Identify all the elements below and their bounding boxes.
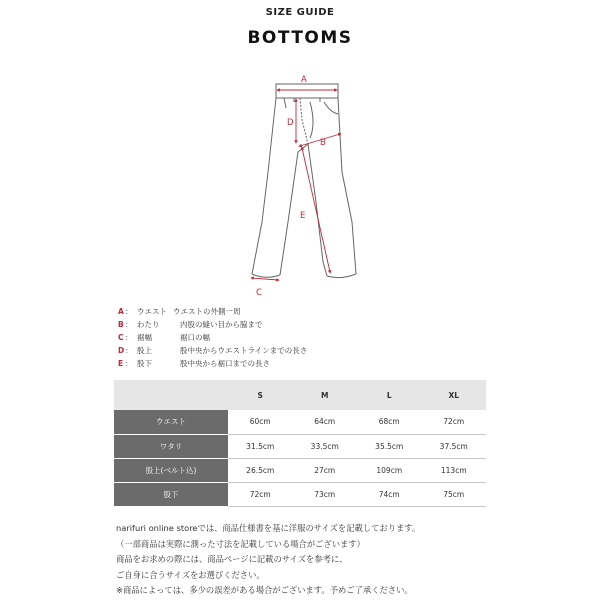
table-cell: 26.5cm <box>228 458 293 482</box>
label-a: A <box>301 75 307 85</box>
table-cell: 68cm <box>357 410 422 434</box>
note-line: ※商品によっては、多少の誤差がある場合がございます。予めご了承ください。 <box>116 585 413 596</box>
table-cell: 72cm <box>422 410 487 434</box>
table-cell: 31.5cm <box>228 434 293 458</box>
table-header-row <box>114 380 486 410</box>
table-cell: 37.5cm <box>422 434 487 458</box>
legend-key: B <box>118 320 124 329</box>
table-cell: 74cm <box>357 482 422 506</box>
page-title: BOTTOMS <box>247 28 353 48</box>
legend-desc: ウエストの外側一周 <box>173 307 241 316</box>
table-cell: 27cm <box>293 458 358 482</box>
column-header-xl: XL <box>422 380 487 410</box>
table-cell: 73cm <box>293 482 358 506</box>
legend-name: わたり <box>137 320 160 329</box>
pants-diagram <box>230 62 380 302</box>
table-cell: 33.5cm <box>293 434 358 458</box>
size-table <box>114 380 486 507</box>
size-guide-kicker: SIZE GUIDE <box>265 7 335 18</box>
table-row <box>114 482 486 506</box>
table-cell: 72cm <box>228 482 293 506</box>
pants-outline <box>252 84 356 278</box>
legend-key: A <box>118 307 124 316</box>
legend-key: D <box>118 346 125 355</box>
row-label: 股上(ベルト込) <box>114 458 228 482</box>
legend-name: 股上 <box>137 346 152 355</box>
legend-desc: 股中央から裾口までの長さ <box>180 359 270 368</box>
table-cell: 64cm <box>293 410 358 434</box>
legend-key: E <box>118 359 124 368</box>
table-cell: 75cm <box>422 482 487 506</box>
column-header-s: S <box>228 380 293 410</box>
table-cell: 113cm <box>422 458 487 482</box>
row-label: ウエスト <box>114 410 228 434</box>
legend-desc: 裾口の幅 <box>180 333 210 342</box>
row-label: 股下 <box>114 482 228 506</box>
note-line: （一部商品は実際に測った寸法を記載している場合がございます） <box>116 538 365 549</box>
table-row <box>114 410 486 434</box>
legend-name: ウエスト <box>137 307 167 316</box>
legend-key: C <box>118 333 124 342</box>
table-row <box>114 458 486 482</box>
legend-name: 裾幅 <box>137 333 152 342</box>
column-header-m: M <box>293 380 358 410</box>
row-label: ワタリ <box>114 434 228 458</box>
label-b: B <box>320 138 326 148</box>
column-header-l: L <box>357 380 422 410</box>
label-e: E <box>300 211 306 221</box>
table-cell: 35.5cm <box>357 434 422 458</box>
note-line: 商品をお求めの際には、商品ページに記載のサイズを参考に、 <box>116 554 348 565</box>
label-d: D <box>287 118 294 128</box>
measure-lines <box>252 90 340 280</box>
size-notes <box>116 521 420 599</box>
table-cell: 109cm <box>357 458 422 482</box>
legend-desc: 股中央からウエストラインまでの長さ <box>180 346 308 355</box>
table-cell: 60cm <box>228 410 293 434</box>
label-c: C <box>256 288 262 298</box>
legend-name: 股下 <box>137 359 152 368</box>
note-line: narifuri online storeでは、商品仕様書を基に洋服のサイズを記載しております。 <box>116 523 421 533</box>
table-row <box>114 434 486 458</box>
table-header-corner <box>114 380 228 410</box>
note-line: ご自身に合うサイズをお選びください。 <box>116 569 265 580</box>
legend-desc: 内股の縫い目から脇まで <box>180 320 263 329</box>
